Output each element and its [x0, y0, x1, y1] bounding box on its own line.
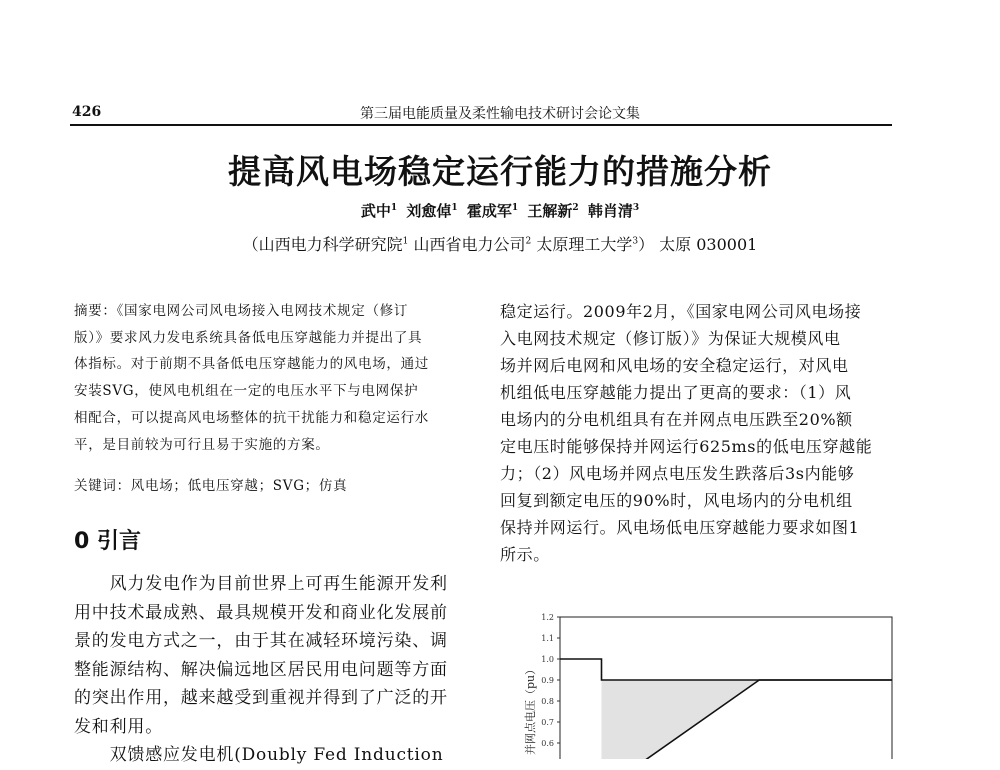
abstract-line: 摘要：《国家电网公司风电场接入电网技术规定（修订	[74, 303, 409, 319]
body-line: 用中技术最成熟、最具规模开发和商业化发展前	[74, 602, 448, 623]
body-line: 风力发电作为目前世界上可再生能源开发利	[74, 574, 448, 594]
body-line: 机组低电压穿越能力提出了更高的要求：（1）风	[500, 383, 852, 402]
abstract-line: 平，是目前较为可行且易于实施的方案。	[74, 436, 330, 453]
body-line: 回复到额定电压的90%时，风电场内的分电机组	[500, 491, 853, 510]
author-name: 韩肖清	[587, 202, 633, 220]
author-list	[0, 200, 1000, 221]
author-name: 霍成军	[466, 202, 512, 220]
body-line: 稳定运行。2009年2月，《国家电网公司风电场接	[500, 302, 862, 321]
author-name: 武中	[360, 202, 391, 220]
body-line: 发和利用。	[74, 716, 163, 737]
journal-title: 第三届电能质量及柔性输电技术研讨会论文集	[360, 106, 640, 122]
body-right-column	[500, 298, 892, 568]
affiliation	[0, 232, 1000, 255]
y-tick-label: 1.0	[541, 655, 554, 664]
y-tick-label: 1.1	[541, 634, 554, 643]
author-name: 刘愈倬	[406, 202, 452, 220]
shaded-region	[602, 680, 893, 759]
abstract-line: 安装SVG，使风电机组在一定的电压水平下与电网保护	[74, 383, 419, 400]
body-line: 保持并网运行。风电场低电压穿越能力要求如图1	[500, 518, 860, 537]
body-line: 电场内的分电机组具有在并网点电压跌至20%额	[500, 410, 853, 429]
y-tick-label: 0.8	[541, 697, 554, 706]
body-line: 双馈感应发电机(Doubly Fed Induction	[74, 745, 444, 765]
author-sup: 1	[390, 203, 398, 213]
y-tick-label: 0.6	[541, 739, 554, 748]
body-line: 景的发电方式之一，由于其在减轻环境污染、调	[74, 631, 448, 651]
body-line: 定电压时能够保持并网运行625ms的低电压穿越能	[500, 437, 873, 456]
y-tick-label: 1.2	[541, 613, 554, 622]
section-heading: 0 引言	[74, 529, 141, 554]
abstract	[74, 298, 464, 458]
author-sup: 2	[572, 203, 579, 213]
abstract-line: 体指标。对于前期不具备低电压穿越能力的风电场，通过	[74, 356, 429, 373]
keywords: 关键词：风电场；低电压穿越；SVG；仿真	[74, 478, 348, 494]
y-tick-label: 0.9	[541, 676, 554, 685]
y-ticks	[541, 613, 560, 748]
body-line: 场并网后电网和风电场的安全稳定运行，对风电	[500, 356, 849, 375]
author-sup: 1	[451, 203, 458, 213]
author-sup: 1	[511, 203, 519, 213]
affiliation-sup-1: 1	[402, 236, 409, 247]
lvrt-chart	[520, 605, 900, 759]
series-voltage-requirement	[560, 659, 892, 680]
body-left-column	[74, 570, 464, 770]
header-rule	[70, 124, 892, 126]
body-line: 入电网技术规定（修订版）》为保证大规模风电	[500, 329, 841, 348]
affiliation-3: 太原理工大学	[531, 235, 633, 254]
affiliation-2: 山西省电力公司	[408, 235, 526, 254]
paper-title: 提高风电场稳定运行能力的措施分析	[228, 152, 772, 191]
abstract-line: 版）》要求风力发电系统具备低电压穿越能力并提出了具	[74, 329, 423, 346]
author-sup: 3	[632, 203, 640, 213]
affiliation-sup-2: 2	[525, 236, 532, 247]
body-line: 整能源结构、解决偏远地区居民用电问题等方面	[74, 659, 448, 680]
body-line: 所示。	[500, 545, 550, 564]
y-tick-label: 0.7	[541, 718, 554, 727]
affiliation-1: （山西电力科学研究院	[242, 235, 403, 254]
y-axis-label: 并网点电压（pu）	[524, 663, 537, 755]
affiliation-sup-3: 3	[632, 236, 639, 247]
page-number: 426	[72, 104, 102, 120]
body-line: 力；（2）风电场并网点电压发生跌落后3s内能够	[500, 464, 855, 483]
affiliation-city: ） 太原 030001	[638, 235, 758, 254]
abstract-line: 相配合，可以提高风电场整体的抗干扰能力和稳定运行水	[74, 409, 429, 426]
author-name: 王解新	[527, 202, 573, 220]
body-line: 的突出作用，越来越受到重视并得到了广泛的开	[74, 688, 448, 708]
